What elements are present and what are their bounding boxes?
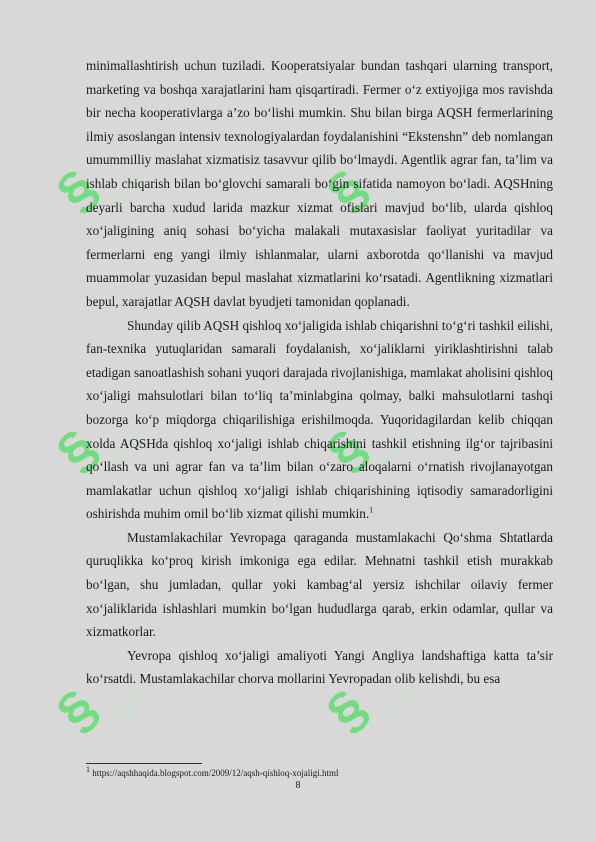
body-text [86, 54, 553, 691]
paragraph: minimallashtirish uchun tuziladi. Kooperatsiyalar bundan tashqari ularning transport, marketing va boshqa xarajatlarini ham qisqartiradi. Fermer o‘z extiyojiga mos ravishda bir necha kooperativlarga a’zo bo‘lishi mumkin. Shu bilan birga AQSH fermerlarining ilmiy asoslangan intensiv texnologiyalardan foydalanishini “Ekstenshn” deb nomlangan umummilliy maslahat xizmatisiz tasavvur qilib bo‘lmaydi. Agentlik agrar fan, ta’lim va ishlab chiqarish bilan bo‘glovchi samarali bo‘gin sifatida namoyon bo‘ladi. AQSHning deyarli barcha xudud larida mazkur xizmat ofislari mavjud bo‘lib, ularda qishloq xo‘jaligining aniq sohasi bo‘yicha malakali mutaxasislar faoliyat yuritadilar va fermerlarni eng yangi ilmiy ishlanmalar, ularni axborotda qo‘llanishi va mavjud muammolar yuzasidan bepul maslahat xizmatlarini ko‘rsatadi. Agentlikning xizmatlari bepul, xarajatlar AQSH davlat byudjeti tamonidan qoplanadi. [86, 58, 553, 309]
paragraph: Yevropa qishloq xo‘jaligi amaliyoti Yangi Angliya landshaftiga katta ta’sir ko‘rsatdi. Mustamlakachilar chorva mollarini Yevropadan olib kelishdi, bu esa [86, 647, 553, 687]
paragraph [86, 314, 553, 526]
watermark-logo: § SOFT [315, 157, 431, 223]
watermark-logo: § SOFT [45, 417, 161, 483]
watermark-logo: § SOFT [315, 677, 431, 743]
paragraph-text: Shunday qilib AQSH qishloq xo‘jaligida ishlab chiqarishni to‘g‘ri tashkil eilishi, fan-texnika yutuqlaridan samarali foydalanish, xo‘jaliklarni yiriklashtirishni talab etadigan sanoatlashish sohani yuqori darajada rivojlanishiga, mamlakat aholisini qishloq xo‘jaligi mahsulotlari bilan to‘liq ta’minlabgina qolmay, balki mahsulotlarni tashqi bozorga ko‘p miqdorga chiqarilishiga erishilmoqda. Yuqoridagilardan kelib chiqqan xolda AQSHda qishloq xo‘jaligi ishlab chiqarishini tashkil etishning ilg‘or tajribasini qo‘llash va uni agrar fan va ta’lim bilan o‘zaro aloqalarni o‘rnatish rivojlanayotgan mamlakatlar uchun qishloq xo‘jaligi ishlab chiqarishining iqtisodiy samaradorligini oshirishda muhim omil bo‘lib xizmat qilishi mumkin. [86, 317, 553, 522]
watermark-logo: § SOFT [45, 677, 161, 743]
footnote [86, 765, 339, 779]
footnote-ref[interactable]: 1 [369, 505, 374, 515]
footnote-link[interactable]: https://aqshhaqida.blogspot.com/2009/12/aqsh-qishloq-xojaligi.html [92, 768, 339, 778]
watermark-logo: § SOFT [315, 417, 431, 483]
footnote-marker: 1 [86, 765, 90, 774]
page-number: 8 [295, 780, 301, 791]
watermark-logo: § SOFT [45, 157, 161, 223]
paragraph: Mustamlakachilar Yevropaga qaraganda mustamlakachi Qo‘shma Shtatlarda quruqlikka ko‘proq kirish imkoniga ega edilar. Mehnatni tashkil etish murakkab bo‘lgan, shu jumladan, qullar yoki kambag‘al yersiz ishchilar oilaviy fermer xo‘jaliklarida ishlashlari mumkin bo‘lgan hududlarga qarab, erkin odamlar, qullar va xizmatkorlar. [86, 529, 553, 640]
footnote-divider [86, 763, 202, 764]
